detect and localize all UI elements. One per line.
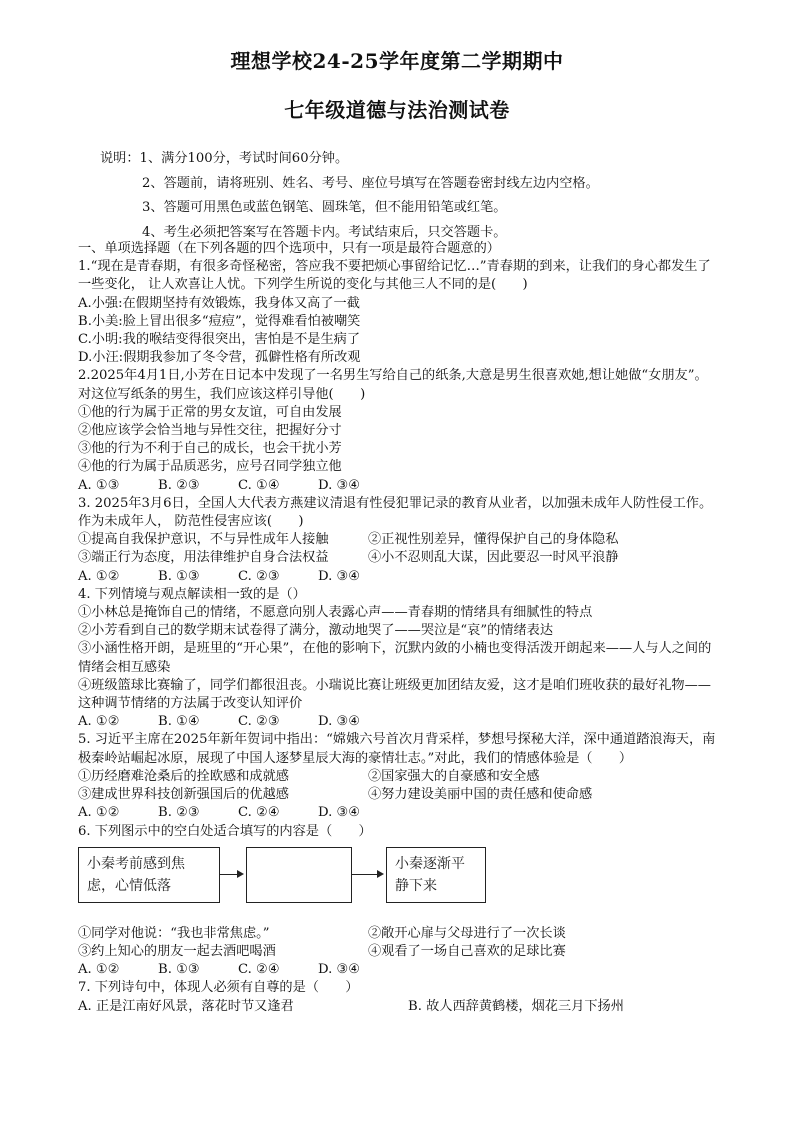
option-d: D. ③④ (318, 714, 361, 730)
statement-1: ①提高自我保护意识，不与异性成年人接触 (78, 532, 329, 548)
option-a: A. ①② (78, 714, 120, 730)
instruction-4: 4、考生必须把答案写在答题卡内。考试结束后，只交答题卡。 (142, 224, 507, 240)
statement-row (78, 925, 716, 943)
question-2 (78, 367, 716, 494)
answer-options (78, 961, 716, 979)
option-c: C. ②③ (238, 714, 280, 730)
question-3 (78, 495, 716, 586)
statement-2: ②正视性别差异，懂得保护自己的身体隐私 (368, 532, 619, 548)
exam-title-line1: 理想学校24-25学年度第二学期期中 (230, 49, 564, 73)
question-stem: 1.“现在是青春期，有很多奇怪秘密，答应我不要把烦心事留给记忆…”青春期的到来，让我们的身心都发生了一些变化， 让人欢喜让人忧。下列学生所说的变化与其他三人不同的是( ) (78, 259, 711, 293)
statement-2: ②敞开心扉与父母进行了一次长谈 (368, 925, 566, 941)
statement-3: ③他的行为不利于自己的成长，也会干扰小芳 (78, 441, 342, 457)
option-b: B.小美:脸上冒出很多“痘痘”，觉得难看怕被嘲笑 (78, 313, 361, 329)
statement-row (78, 768, 716, 786)
option-b: B. ②③ (158, 477, 200, 493)
answer-options (78, 804, 716, 822)
diagram-box-end: 小秦逐渐平静下来 (386, 847, 486, 903)
statement-row (78, 786, 716, 804)
question-4 (78, 586, 716, 732)
option-c: C. ①④ (238, 477, 280, 493)
exam-title-line2: 七年级道德与法治测试卷 (284, 98, 510, 122)
statement-row (78, 531, 716, 549)
statement-4: ④班级篮球比赛输了，同学们都很沮丧。小瑞说比赛让班级更加团结友爱，这才是咱们班收获的最好礼物——这种调节情绪的方法属于改变认知评价 (78, 677, 711, 712)
answer-options (78, 568, 716, 586)
statement-row (78, 549, 716, 567)
statement-2: ②小芳看到自己的数学期末试卷得了满分，激动地哭了——哭泣是“哀”的情绪表达 (78, 623, 554, 639)
statement-3: ③建成世界科技创新强国后的优越感 (78, 787, 289, 803)
arrow-icon (352, 874, 382, 875)
statement-1: ①历经磨难沧桑后的拴欧感和成就感 (78, 768, 289, 784)
option-b: B. ②③ (158, 805, 200, 821)
statement-3: ③端正行为态度，用法律维护自身合法权益 (78, 550, 329, 566)
option-b: B. ①④ (158, 714, 200, 730)
option-a: A. ①② (78, 805, 120, 821)
statement-4: ④观看了一场自己喜欢的足球比赛 (368, 943, 566, 959)
option-a: A.小强:在假期坚持有效锻炼，我身体又高了一截 (78, 295, 360, 311)
option-c: C. ②④ (238, 962, 280, 978)
statement-2: ②国家强大的自豪感和安全感 (368, 768, 540, 784)
question-stem: 2.2025年4月1日,小芳在日记本中发现了一名男生写给自己的纸条,大意是男生很喜欢她,想让她做“女朋友”。对这位写纸条的男生，我们应该这样引导他( ) (78, 368, 708, 402)
exam-instructions (100, 150, 714, 248)
question-stem: 7. 下列诗句中，体现人必须有自尊的是（ ） (78, 980, 359, 996)
diagram-box-start: 小秦考前感到焦虑，心情低落 (78, 847, 220, 903)
statement-4: ④努力建设美丽中国的责任感和使命感 (368, 787, 593, 803)
instruction-1: 说明：1、满分100分，考试时间60分钟。 (100, 151, 349, 166)
question-6 (78, 823, 716, 980)
statement-1: ①他的行为属于正常的男女友谊，可自由发展 (78, 404, 342, 420)
statement-1: ①同学对他说：“我也非常焦虑。” (78, 925, 270, 941)
option-b: B. 故人西辞黄鹤楼，烟花三月下扬州 (408, 998, 624, 1014)
flow-diagram (78, 847, 716, 919)
option-a: A. 正是江南好风景，落花时节又逢君 (78, 998, 294, 1014)
statement-4: ④他的行为属于品质恶劣，应号召同学独立他 (78, 459, 342, 475)
option-b: B. ①③ (158, 568, 200, 584)
question-7 (78, 979, 716, 1015)
statement-2: ②他应该学会恰当地与异性交往，把握好分寸 (78, 423, 342, 439)
question-5 (78, 731, 716, 822)
statement-3: ③小涵性格开朗，是班里的“开心果”，在他的影响下，沉默内敛的小楠也变得活泼开朗起来——人与人之间的情绪会相互感染 (78, 641, 712, 675)
answer-options (78, 998, 716, 1016)
option-c: C. ②④ (238, 805, 280, 821)
option-d: D. ③④ (318, 477, 361, 493)
statement-4: ④小不忍则乱大谋，因此要忍一时风平浪静 (368, 550, 619, 566)
question-stem: 6. 下列图示中的空白处适合填写的内容是（ ） (78, 823, 372, 839)
question-1 (78, 258, 716, 367)
statement-row (78, 943, 716, 961)
option-c: C.小明:我的喉结变得很突出，害怕是不是生病了 (78, 332, 361, 348)
question-stem: 5. 习近平主席在2025年新年贺词中指出：“嫦娥六号首次月背采样，梦想号探秘大洋，深中通道踏浪海天，南极秦岭站崛起冰原，展现了中国人逐梦星辰大海的豪情壮志。”对此，我们的情感体验是（ ） (78, 732, 716, 766)
instruction-2: 2、答题前，请将班别、姓名、考号、座位号填写在答题卷密封线左边内空格。 (142, 175, 599, 191)
option-a: A. ①③ (78, 477, 120, 493)
question-stem: 3. 2025年3月6日，全国人大代表方燕建议清退有性侵犯罪记录的教育从业者，以加强未成年人防性侵工作。作为未成年人， 防范性侵害应该( ) (78, 495, 713, 530)
answer-options (78, 713, 716, 731)
statement-3: ③约上知心的朋友一起去酒吧喝酒 (78, 943, 276, 959)
option-b: B. ①③ (158, 962, 200, 978)
statement-1: ①小林总是掩饰自己的情绪，不愿意向别人表露心声——青春期的情绪具有细腻性的特点 (78, 605, 593, 621)
section-heading: 一、单项选择题（在下列各题的四个选项中，只有一项是最符合题意的） (78, 241, 500, 256)
question-stem: 4. 下列情境与观点解读相一致的是（） (78, 586, 306, 602)
option-a: A. ①② (78, 962, 120, 978)
exam-body (78, 240, 716, 1016)
arrow-icon (220, 874, 242, 875)
option-d: D. ③④ (318, 568, 361, 584)
instruction-3: 3、答题可用黑色或蓝色钢笔、圆珠笔，但不能用铅笔或红笔。 (142, 200, 507, 215)
option-d: D.小汪:假期我参加了冬令营，孤僻性格有所改观 (78, 350, 361, 366)
option-d: D. ③④ (318, 962, 361, 978)
option-c: C. ②③ (238, 568, 280, 584)
diagram-box-blank (246, 847, 352, 903)
answer-options (78, 477, 716, 495)
option-a: A. ①② (78, 568, 120, 584)
option-d: D. ③④ (318, 805, 361, 821)
